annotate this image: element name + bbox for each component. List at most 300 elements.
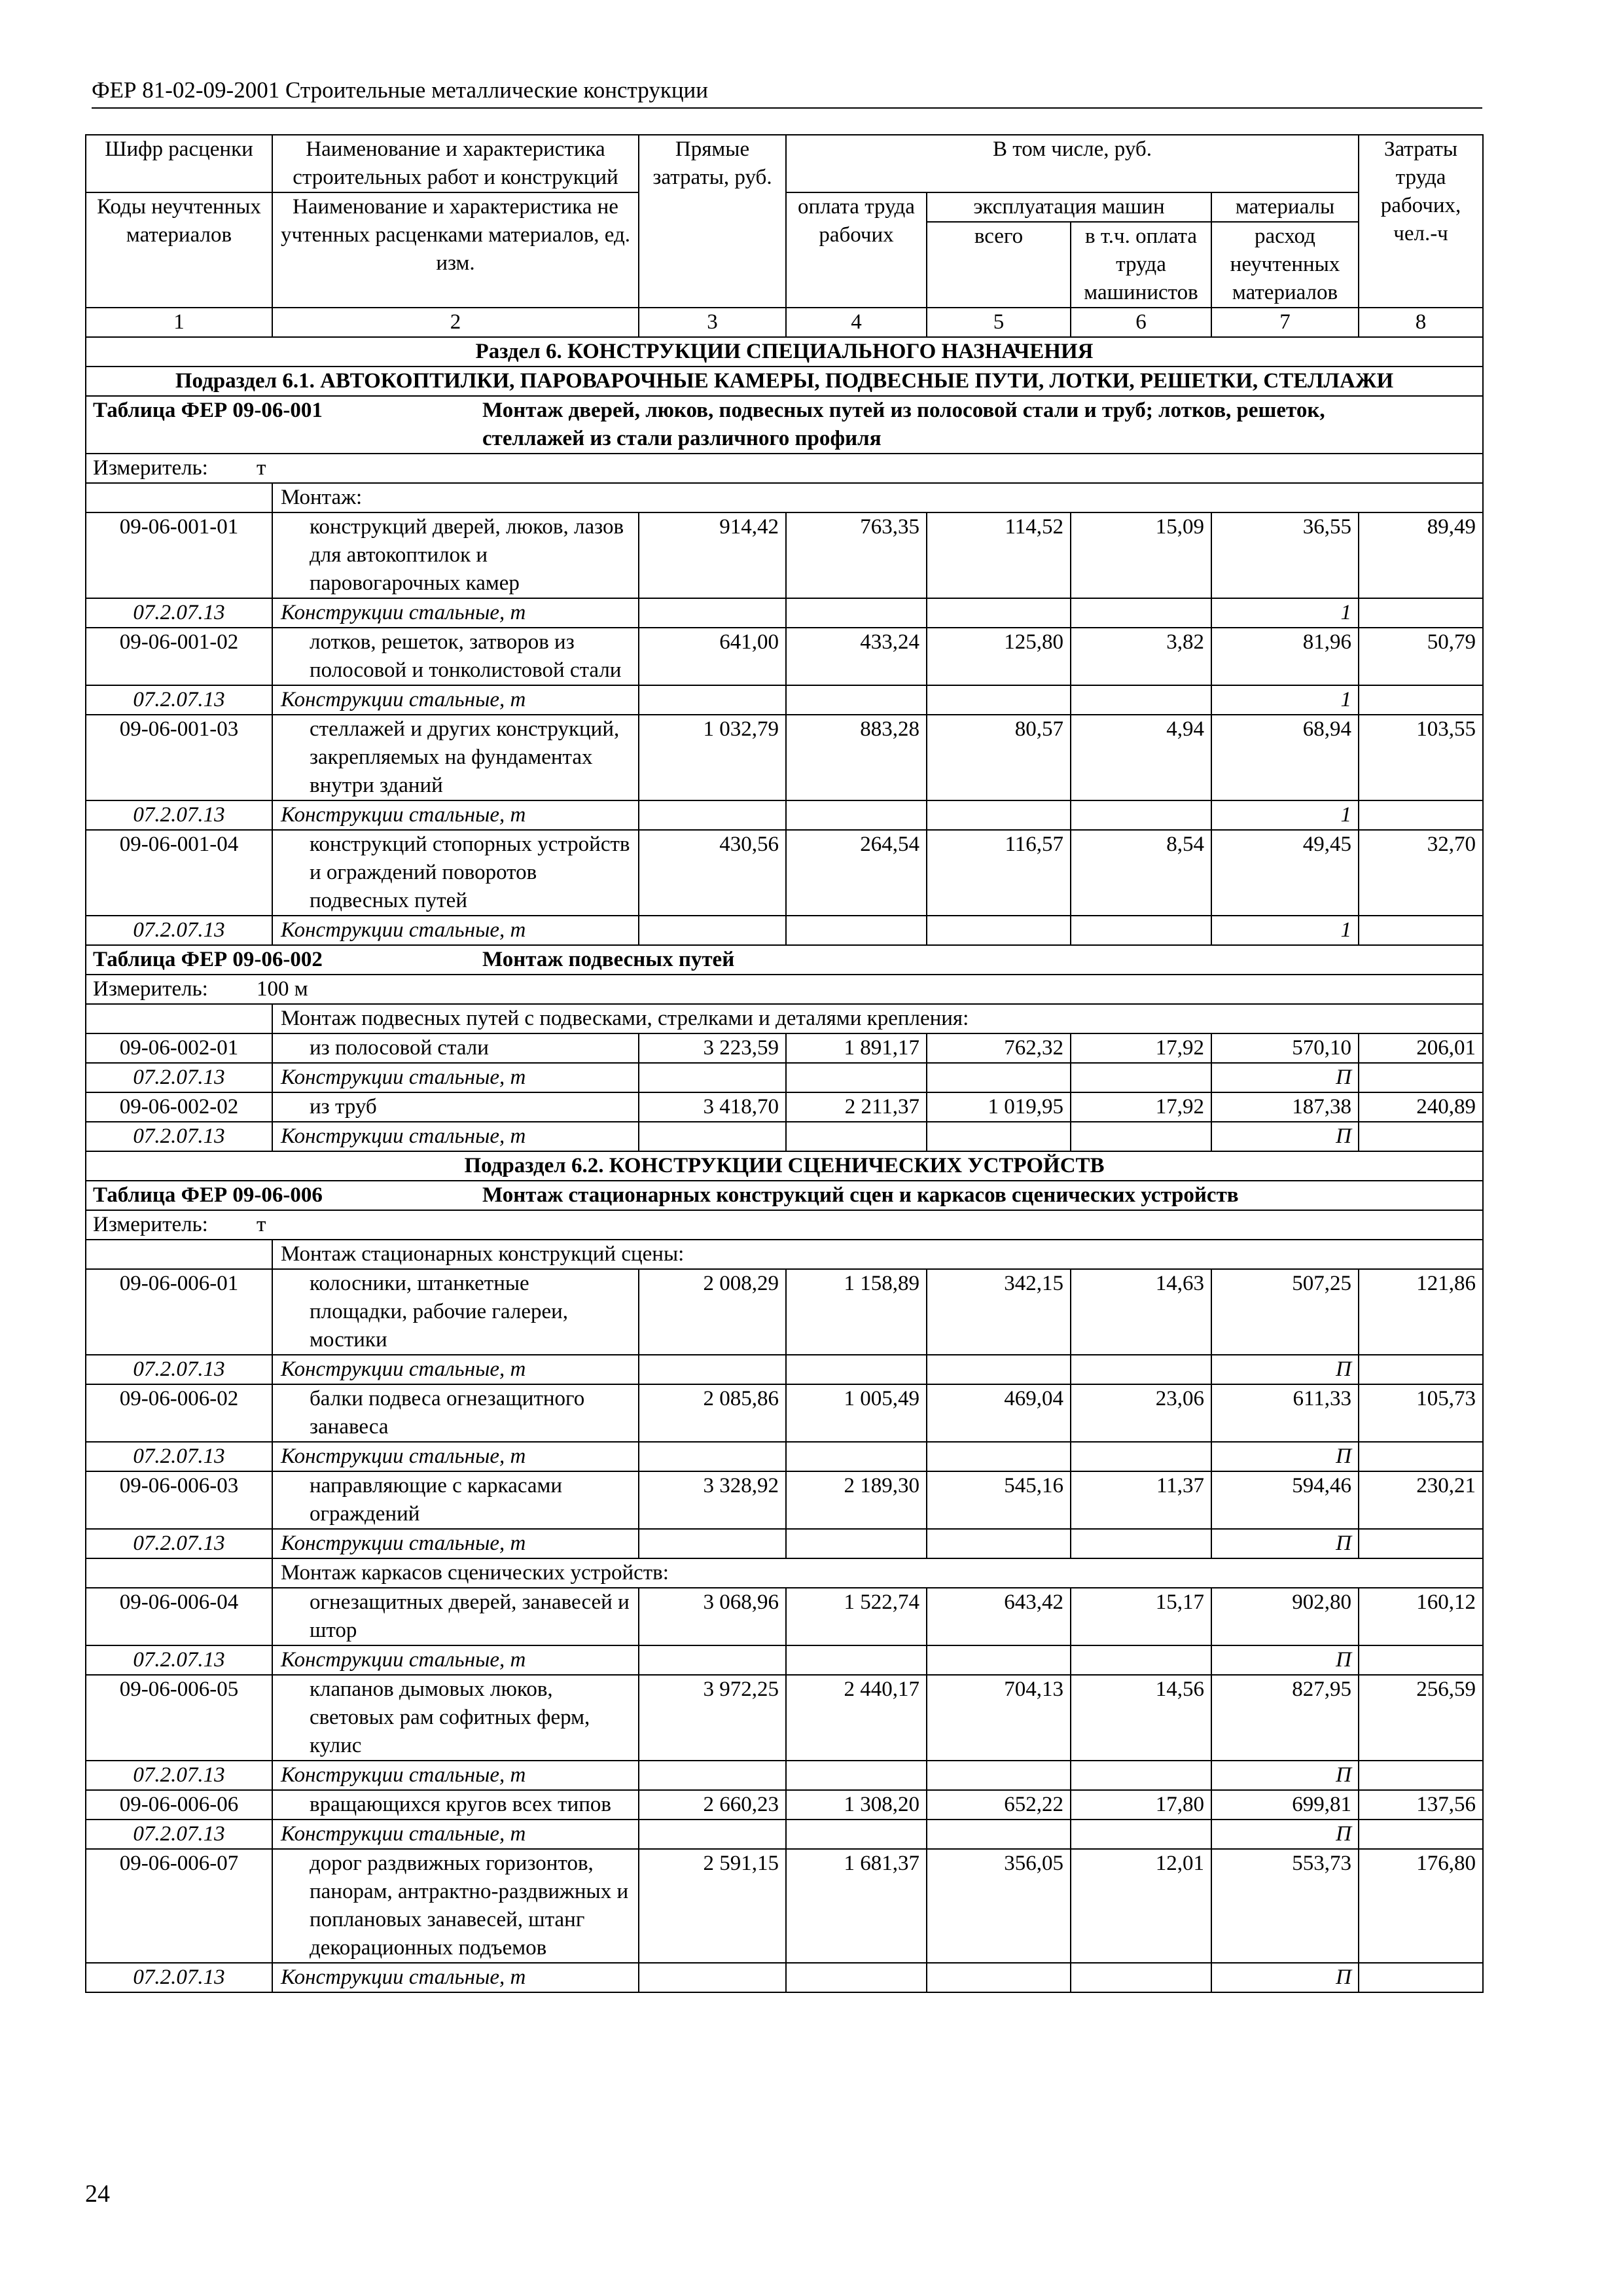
empty-cell (927, 916, 1071, 945)
work-name: колосники, штанкетные площадки, рабочие галереи, мостики (272, 1269, 639, 1355)
material-row (86, 1963, 1483, 1992)
table-row (86, 1675, 1483, 1761)
empty-cell (1071, 598, 1211, 628)
value-v7: 36,55 (1211, 512, 1359, 598)
material-name: Конструкции стальные, т (272, 685, 639, 715)
empty-cell (639, 1355, 786, 1384)
empty-cell (639, 1820, 786, 1849)
value-v6: 15,09 (1071, 512, 1211, 598)
material-row (86, 1063, 1483, 1092)
work-name: огнезащитных дверей, занавесей и штор (272, 1588, 639, 1645)
value-v7: 553,73 (1211, 1849, 1359, 1963)
value-v6: 4,94 (1071, 715, 1211, 800)
value-v7: 594,46 (1211, 1471, 1359, 1529)
material-quantity: 1 (1211, 800, 1359, 830)
table-title (86, 945, 1483, 975)
table-title-row (86, 945, 1483, 975)
work-name: клапанов дымовых люков, световых рам софитных ферм, кулис (272, 1675, 639, 1761)
table-row (86, 715, 1483, 800)
value-v4: 264,54 (786, 830, 927, 916)
value-v3: 2 008,29 (639, 1269, 786, 1355)
value-v4: 1 891,17 (786, 1033, 927, 1063)
value-v3: 641,00 (639, 628, 786, 685)
work-name: стеллажей и других конструкций, закрепляемых на фундаментах внутри зданий (272, 715, 639, 800)
measure-label: Измеритель: (93, 1213, 208, 1236)
material-name: Конструкции стальные, т (272, 1820, 639, 1849)
measure-label: Измеритель: (93, 456, 208, 480)
value-v7: 827,95 (1211, 1675, 1359, 1761)
rate-code: 09-06-001-03 (86, 715, 272, 800)
empty-cell (927, 1963, 1071, 1992)
group-row (86, 1004, 1483, 1033)
material-row (86, 1761, 1483, 1790)
value-v6: 14,63 (1071, 1269, 1211, 1355)
work-name: лотков, решеток, затворов из полосовой и тонколистовой стали (272, 628, 639, 685)
work-name: конструкций стопорных устройств и ограждений поворотов подвесных путей (272, 830, 639, 916)
col3-header: Прямые затраты, руб. (639, 135, 786, 308)
empty-cell (786, 1122, 927, 1151)
value-v7: 570,10 (1211, 1033, 1359, 1063)
table-code: Таблица ФЕР 09-06-006 (93, 1183, 323, 1207)
empty-cell (639, 1529, 786, 1558)
empty-cell (86, 1558, 272, 1588)
work-name: из труб (272, 1092, 639, 1122)
empty-cell (1359, 1442, 1483, 1471)
value-v3: 3 068,96 (639, 1588, 786, 1645)
group-label: Монтаж стационарных конструкций сцены: (272, 1240, 1483, 1269)
measure-unit: т (257, 1213, 266, 1236)
value-v5: 704,13 (927, 1675, 1071, 1761)
rates-table (85, 134, 1484, 1993)
empty-cell (786, 1761, 927, 1790)
empty-cell (1071, 916, 1211, 945)
value-v3: 2 591,15 (639, 1849, 786, 1963)
value-v8: 230,21 (1359, 1471, 1483, 1529)
material-code: 07.2.07.13 (86, 1820, 272, 1849)
table-row (86, 1384, 1483, 1442)
measure-row (86, 975, 1483, 1004)
value-v8: 105,73 (1359, 1384, 1483, 1442)
empty-cell (786, 1063, 927, 1092)
material-quantity: П (1211, 1529, 1359, 1558)
value-v6: 17,92 (1071, 1092, 1211, 1122)
value-v4: 2 211,37 (786, 1092, 927, 1122)
material-code: 07.2.07.13 (86, 1761, 272, 1790)
page-header: ФЕР 81-02-09-2001 Строительные металлические конструкции (92, 77, 1482, 109)
material-quantity: П (1211, 1442, 1359, 1471)
value-v5: 342,15 (927, 1269, 1071, 1355)
value-v5: 643,42 (927, 1588, 1071, 1645)
value-v8: 160,12 (1359, 1588, 1483, 1645)
table-row (86, 1269, 1483, 1355)
value-v7: 699,81 (1211, 1790, 1359, 1820)
empty-cell (927, 1645, 1071, 1675)
subsection-title-cell: Подраздел 6.2. КОНСТРУКЦИИ СЦЕНИЧЕСКИХ УСТРОЙСТВ (86, 1151, 1483, 1181)
material-name: Конструкции стальные, т (272, 800, 639, 830)
table-row (86, 830, 1483, 916)
value-v7: 81,96 (1211, 628, 1359, 685)
empty-cell (1071, 1442, 1211, 1471)
col2-header: Наименование и характеристика строительных работ и конструкций (272, 135, 639, 192)
value-v4: 1 158,89 (786, 1269, 927, 1355)
value-v3: 914,42 (639, 512, 786, 598)
value-v5: 469,04 (927, 1384, 1071, 1442)
rate-code: 09-06-006-01 (86, 1269, 272, 1355)
value-v4: 883,28 (786, 715, 927, 800)
col1-sub: Коды неучтенных материалов (86, 192, 272, 308)
material-quantity: П (1211, 1355, 1359, 1384)
table-row (86, 1092, 1483, 1122)
value-v7: 507,25 (1211, 1269, 1359, 1355)
empty-cell (639, 1963, 786, 1992)
group-row (86, 483, 1483, 512)
material-name: Конструкции стальные, т (272, 1442, 639, 1471)
material-quantity: П (1211, 1122, 1359, 1151)
value-v4: 1 522,74 (786, 1588, 927, 1645)
value-v8: 137,56 (1359, 1790, 1483, 1820)
value-v5: 652,22 (927, 1790, 1071, 1820)
empty-cell (639, 685, 786, 715)
material-row (86, 1122, 1483, 1151)
empty-cell (927, 1122, 1071, 1151)
value-v6: 15,17 (1071, 1588, 1211, 1645)
material-name: Конструкции стальные, т (272, 1963, 639, 1992)
value-v3: 2 085,86 (639, 1384, 786, 1442)
column-number: 6 (1071, 308, 1211, 337)
measure-unit: т (257, 456, 266, 480)
value-v5: 356,05 (927, 1849, 1071, 1963)
material-name: Конструкции стальные, т (272, 1122, 639, 1151)
rate-code: 09-06-002-01 (86, 1033, 272, 1063)
material-code: 07.2.07.13 (86, 1063, 272, 1092)
material-code: 07.2.07.13 (86, 1122, 272, 1151)
material-row (86, 1529, 1483, 1558)
value-v4: 1 681,37 (786, 1849, 927, 1963)
value-v4: 763,35 (786, 512, 927, 598)
material-row (86, 800, 1483, 830)
value-v8: 50,79 (1359, 628, 1483, 685)
material-row (86, 1355, 1483, 1384)
table-row (86, 1033, 1483, 1063)
empty-cell (786, 916, 927, 945)
value-v5: 762,32 (927, 1033, 1071, 1063)
column-number: 8 (1359, 308, 1483, 337)
work-name: балки подвеса огнезащитного занавеса (272, 1384, 639, 1442)
value-v6: 17,80 (1071, 1790, 1211, 1820)
page-number: 24 (85, 2180, 110, 2208)
material-code: 07.2.07.13 (86, 1645, 272, 1675)
rate-code: 09-06-001-04 (86, 830, 272, 916)
material-code: 07.2.07.13 (86, 598, 272, 628)
empty-cell (927, 1761, 1071, 1790)
rate-code: 09-06-002-02 (86, 1092, 272, 1122)
table-name: Монтаж стационарных конструкций сцен и каркасов сценических устройств (482, 1183, 1239, 1207)
empty-cell (786, 685, 927, 715)
value-v7: 902,80 (1211, 1588, 1359, 1645)
empty-cell (1359, 598, 1483, 628)
rate-code: 09-06-001-01 (86, 512, 272, 598)
group-label: Монтаж каркасов сценических устройств: (272, 1558, 1483, 1588)
empty-cell (786, 598, 927, 628)
empty-cell (927, 1820, 1071, 1849)
group-row (86, 1240, 1483, 1269)
empty-cell (786, 1820, 927, 1849)
value-v8: 206,01 (1359, 1033, 1483, 1063)
empty-cell (639, 1442, 786, 1471)
material-quantity: 1 (1211, 685, 1359, 715)
empty-cell (639, 1761, 786, 1790)
material-row (86, 598, 1483, 628)
table-title-row (86, 396, 1483, 454)
column-number: 4 (786, 308, 927, 337)
empty-cell (639, 1122, 786, 1151)
table-row (86, 1849, 1483, 1963)
value-v6: 17,92 (1071, 1033, 1211, 1063)
value-v3: 430,56 (639, 830, 786, 916)
table-row (86, 1790, 1483, 1820)
group-label: Монтаж: (272, 483, 1483, 512)
empty-cell (639, 1645, 786, 1675)
material-name: Конструкции стальные, т (272, 1529, 639, 1558)
table-code: Таблица ФЕР 09-06-002 (93, 948, 323, 971)
material-row (86, 916, 1483, 945)
value-v8: 89,49 (1359, 512, 1483, 598)
material-quantity: П (1211, 1963, 1359, 1992)
measure-label: Измеритель: (93, 977, 208, 1001)
measure-cell (86, 454, 1483, 483)
value-v8: 240,89 (1359, 1092, 1483, 1122)
empty-cell (639, 1063, 786, 1092)
table-title-row (86, 1181, 1483, 1210)
value-v5: 545,16 (927, 1471, 1071, 1529)
empty-cell (1071, 1645, 1211, 1675)
value-v5: 80,57 (927, 715, 1071, 800)
material-quantity: П (1211, 1645, 1359, 1675)
material-code: 07.2.07.13 (86, 1529, 272, 1558)
empty-cell (86, 1240, 272, 1269)
value-v6: 14,56 (1071, 1675, 1211, 1761)
value-v4: 2 440,17 (786, 1675, 927, 1761)
empty-cell (1071, 1122, 1211, 1151)
material-quantity: П (1211, 1063, 1359, 1092)
empty-cell (786, 1529, 927, 1558)
material-row (86, 1645, 1483, 1675)
value-v5: 1 019,95 (927, 1092, 1071, 1122)
empty-cell (1071, 685, 1211, 715)
material-name: Конструкции стальные, т (272, 1355, 639, 1384)
table-code: Таблица ФЕР 09-06-001 (93, 399, 323, 422)
empty-cell (927, 1063, 1071, 1092)
value-v8: 121,86 (1359, 1269, 1483, 1355)
value-v6: 12,01 (1071, 1849, 1211, 1963)
column-number: 5 (927, 308, 1071, 337)
rate-code: 09-06-006-05 (86, 1675, 272, 1761)
empty-cell (927, 800, 1071, 830)
material-code: 07.2.07.13 (86, 800, 272, 830)
column-number: 2 (272, 308, 639, 337)
column-number: 7 (1211, 308, 1359, 337)
value-v7: 187,38 (1211, 1092, 1359, 1122)
empty-cell (1071, 1963, 1211, 1992)
empty-cell (786, 1355, 927, 1384)
value-v3: 2 660,23 (639, 1790, 786, 1820)
empty-cell (1071, 800, 1211, 830)
material-quantity: 1 (1211, 916, 1359, 945)
value-v7: 68,94 (1211, 715, 1359, 800)
material-code: 07.2.07.13 (86, 916, 272, 945)
value-v3: 3 418,70 (639, 1092, 786, 1122)
machines-header: эксплуатация машин (927, 192, 1211, 222)
value-v5: 114,52 (927, 512, 1071, 598)
table-title (86, 1181, 1483, 1210)
material-name: Конструкции стальные, т (272, 916, 639, 945)
section-title-cell: Раздел 6. КОНСТРУКЦИИ СПЕЦИАЛЬНОГО НАЗНАЧЕНИЯ (86, 337, 1483, 367)
material-code: 07.2.07.13 (86, 1442, 272, 1471)
value-v3: 3 223,59 (639, 1033, 786, 1063)
value-v8: 103,55 (1359, 715, 1483, 800)
section-title (86, 337, 1483, 367)
empty-cell (1071, 1761, 1211, 1790)
empty-cell (786, 1442, 927, 1471)
material-code: 07.2.07.13 (86, 1355, 272, 1384)
rate-code: 09-06-006-04 (86, 1588, 272, 1645)
work-name: вращающихся кругов всех типов (272, 1790, 639, 1820)
work-name: из полосовой стали (272, 1033, 639, 1063)
table-title (86, 396, 1483, 454)
value-v4: 433,24 (786, 628, 927, 685)
rate-code: 09-06-006-06 (86, 1790, 272, 1820)
value-v6: 3,82 (1071, 628, 1211, 685)
value-v7: 49,45 (1211, 830, 1359, 916)
col1-header: Шифр расценки (86, 135, 272, 192)
empty-cell (86, 1004, 272, 1033)
empty-cell (1071, 1063, 1211, 1092)
col5-header: всего (927, 222, 1071, 308)
empty-cell (786, 1645, 927, 1675)
empty-cell (1359, 1645, 1483, 1675)
empty-cell (786, 1963, 927, 1992)
value-v4: 1 005,49 (786, 1384, 927, 1442)
material-name: Конструкции стальные, т (272, 1063, 639, 1092)
empty-cell (927, 598, 1071, 628)
material-row (86, 685, 1483, 715)
rate-code: 09-06-006-03 (86, 1471, 272, 1529)
subsection-title-cell: Подраздел 6.1. АВТОКОПТИЛКИ, ПАРОВАРОЧНЫЕ КАМЕРЫ, ПОДВЕСНЫЕ ПУТИ, ЛОТКИ, РЕШЕТКИ, СТЕЛЛАЖИ (86, 367, 1483, 396)
group-row (86, 1558, 1483, 1588)
rate-code: 09-06-006-07 (86, 1849, 272, 1963)
empty-cell (639, 916, 786, 945)
value-v7: 611,33 (1211, 1384, 1359, 1442)
material-name: Конструкции стальные, т (272, 598, 639, 628)
work-name: дорог раздвижных горизонтов, панорам, антрактно-раздвижных и поплановых занавесей, штанг декорационных подъемов (272, 1849, 639, 1963)
empty-cell (639, 598, 786, 628)
value-v6: 11,37 (1071, 1471, 1211, 1529)
table-row (86, 1471, 1483, 1529)
empty-cell (1359, 1761, 1483, 1790)
measure-unit: 100 м (257, 977, 308, 1001)
material-name: Конструкции стальные, т (272, 1645, 639, 1675)
value-v6: 23,06 (1071, 1384, 1211, 1442)
measure-cell (86, 1210, 1483, 1240)
col7-header: расход неучтенных материалов (1211, 222, 1359, 308)
material-quantity: 1 (1211, 598, 1359, 628)
col6-header: в т.ч. оплата труда машинистов (1071, 222, 1211, 308)
empty-cell (1359, 685, 1483, 715)
table-row (86, 1588, 1483, 1645)
group-label: Монтаж подвесных путей с подвесками, стрелками и деталями крепления: (272, 1004, 1483, 1033)
empty-cell (1071, 1355, 1211, 1384)
empty-cell (86, 483, 272, 512)
value-v8: 176,80 (1359, 1849, 1483, 1963)
col8-header: Затраты труда рабочих, чел.-ч (1359, 135, 1483, 308)
table-row (86, 628, 1483, 685)
measure-row (86, 1210, 1483, 1240)
value-v6: 8,54 (1071, 830, 1211, 916)
column-numbers (86, 308, 1483, 337)
incl-header: В том числе, руб. (786, 135, 1359, 192)
material-code: 07.2.07.13 (86, 1963, 272, 1992)
empty-cell (1359, 916, 1483, 945)
empty-cell (639, 800, 786, 830)
empty-cell (1359, 1355, 1483, 1384)
empty-cell (927, 1529, 1071, 1558)
subsection-title (86, 367, 1483, 396)
measure-row (86, 454, 1483, 483)
empty-cell (1071, 1820, 1211, 1849)
col2-sub: Наименование и характеристика не учтенных расценками материалов, ед. изм. (272, 192, 639, 308)
empty-cell (927, 1442, 1071, 1471)
value-v3: 1 032,79 (639, 715, 786, 800)
rate-code: 09-06-006-02 (86, 1384, 272, 1442)
table-name: Монтаж дверей, люков, подвесных путей из полосовой стали и труб; лотков, решеток, стеллажей из стали различного профиля (482, 399, 1325, 450)
empty-cell (1359, 1063, 1483, 1092)
table-name: Монтаж подвесных путей (482, 948, 735, 971)
value-v3: 3 328,92 (639, 1471, 786, 1529)
table-row (86, 512, 1483, 598)
material-row (86, 1820, 1483, 1849)
empty-cell (1359, 1820, 1483, 1849)
value-v4: 2 189,30 (786, 1471, 927, 1529)
column-number: 3 (639, 308, 786, 337)
empty-cell (1359, 1963, 1483, 1992)
material-quantity: П (1211, 1761, 1359, 1790)
value-v4: 1 308,20 (786, 1790, 927, 1820)
material-name: Конструкции стальные, т (272, 1761, 639, 1790)
col4-header: оплата труда рабочих (786, 192, 927, 308)
value-v8: 32,70 (1359, 830, 1483, 916)
value-v3: 3 972,25 (639, 1675, 786, 1761)
empty-cell (786, 800, 927, 830)
value-v8: 256,59 (1359, 1675, 1483, 1761)
empty-cell (1071, 1529, 1211, 1558)
subsection-title (86, 1151, 1483, 1181)
material-row (86, 1442, 1483, 1471)
empty-cell (1359, 1529, 1483, 1558)
column-number: 1 (86, 308, 272, 337)
materials-header: материалы (1211, 192, 1359, 222)
work-name: направляющие с каркасами ограждений (272, 1471, 639, 1529)
rate-code: 09-06-001-02 (86, 628, 272, 685)
material-quantity: П (1211, 1820, 1359, 1849)
empty-cell (927, 1355, 1071, 1384)
empty-cell (1359, 1122, 1483, 1151)
value-v5: 125,80 (927, 628, 1071, 685)
empty-cell (1359, 800, 1483, 830)
material-code: 07.2.07.13 (86, 685, 272, 715)
measure-cell (86, 975, 1483, 1004)
empty-cell (927, 685, 1071, 715)
value-v5: 116,57 (927, 830, 1071, 916)
